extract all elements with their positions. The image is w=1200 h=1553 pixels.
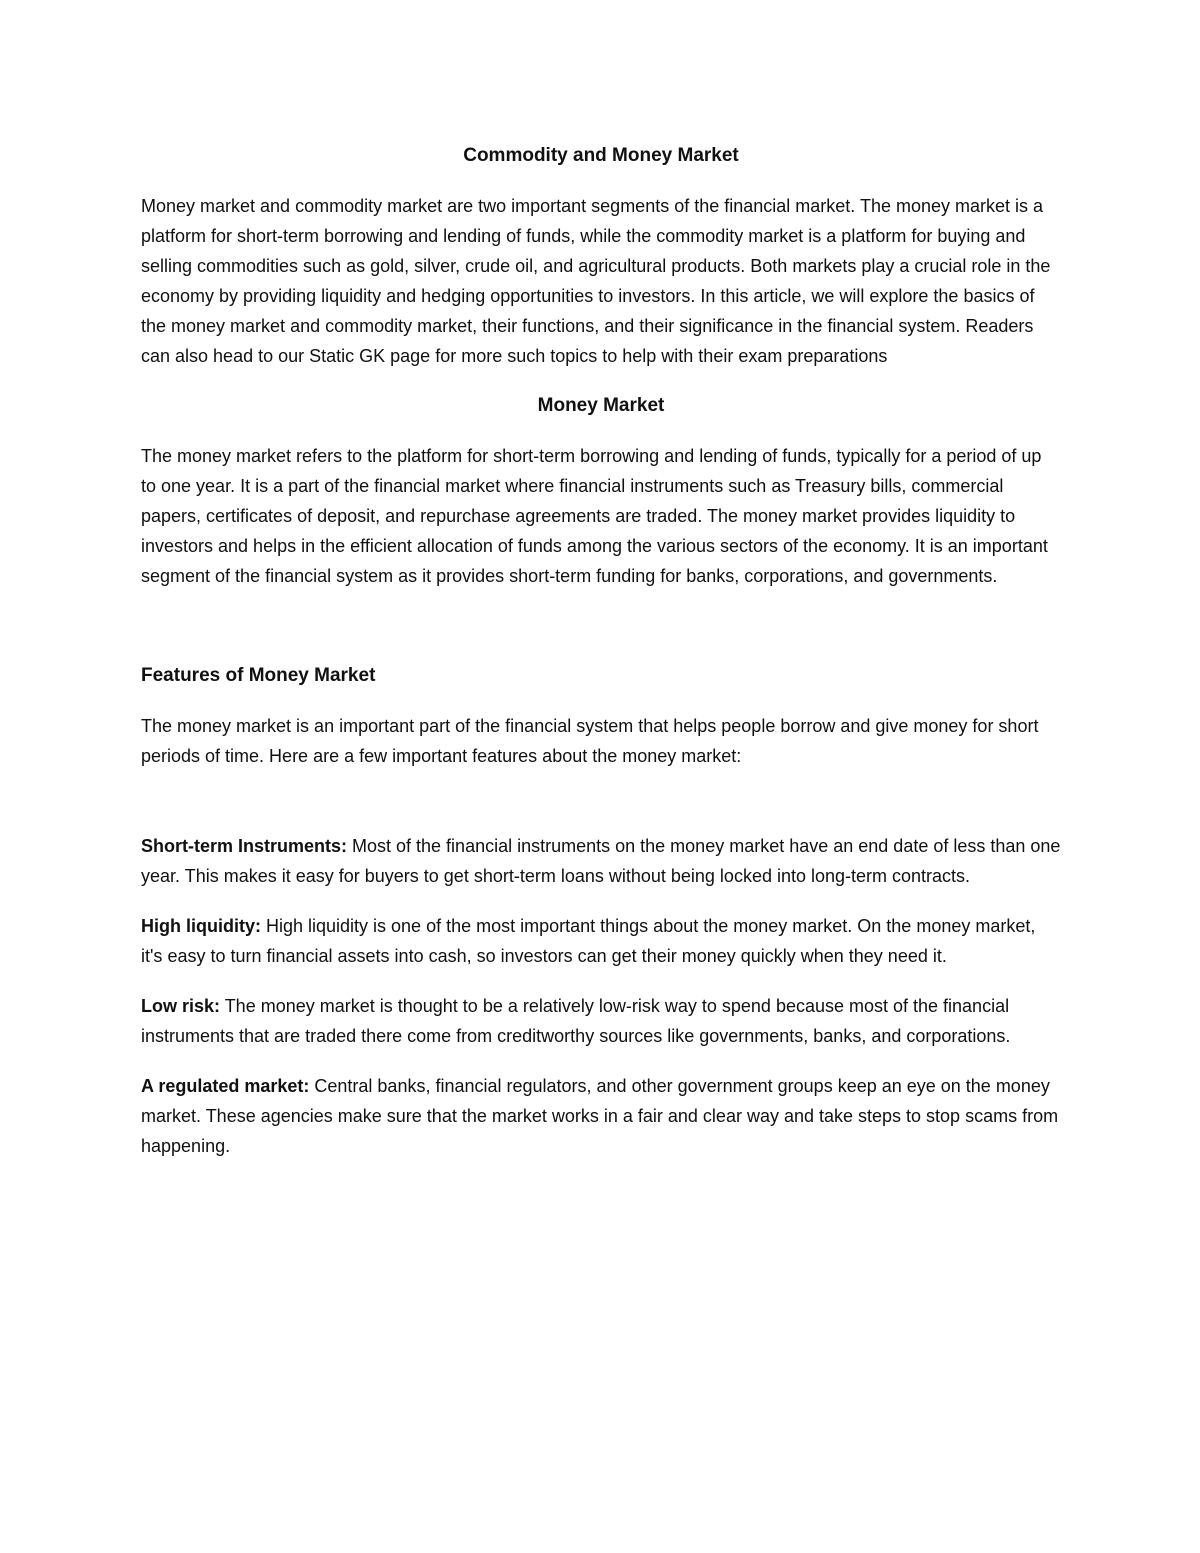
features-intro-paragraph: The money market is an important part of the financial system that helps people borrow and give money for short periods of time. Here are a few important features about the money market:: [141, 716, 1039, 766]
document-title: Commodity and Money Market: [463, 145, 739, 166]
feature-text: Central banks, financial regulators, and other government groups keep an eye on the money market. These agencies make sure that the market works in a fair and clear way and take steps to stop scams from happening.: [141, 1076, 1059, 1156]
feature-term: High liquidity:: [141, 916, 261, 936]
money-market-heading: Money Market: [537, 395, 665, 416]
spacer: [141, 791, 1061, 831]
intro-paragraph: Money market and commodity market are two important segments of the financial market. The money market is a platform for short-term borrowing and lending of funds, while the commodity market is a platform for buying and selling commodities such as gold, silver, crude oil, and agricultural products. Both markets play a crucial role in the economy by providing liquidity and hedging opportunities to investors. In this article, we will explore the basics of the money market and commodity market, their functions, and their significance in the financial system. Readers can also head to our Static GK page for more such topics to help with their exam preparations: [141, 196, 1051, 366]
feature-high-liquidity: [141, 911, 1061, 971]
feature-text: The money market is thought to be a relatively low-risk way to spend because most of the financial instruments that are traded there come from creditworthy sources like governments, banks, and corporations.: [141, 996, 1011, 1046]
feature-text: High liquidity is one of the most important things about the money market. On the money market, it's easy to turn financial assets into cash, so investors can get their money quickly when they need it.: [141, 916, 1036, 966]
feature-term: Low risk:: [141, 996, 221, 1016]
document-content: [141, 141, 1061, 1181]
money-market-paragraph: The money market refers to the platform for short-term borrowing and lending of funds, typically for a period of up to one year. It is a part of the financial market where financial instruments such as Treasury bills, commercial papers, certificates of deposit, and repurchase agreements are traded. The money market provides liquidity to investors and helps in the efficient allocation of funds among the various sectors of the economy. It is an important segment of the financial system as it provides short-term funding for banks, corporations, and governments.: [141, 446, 1048, 586]
feature-term: A regulated market:: [141, 1076, 310, 1096]
feature-text: Most of the financial instruments on the money market have an end date of less than one year. This makes it easy for buyers to get short-term loans without being locked into long-term contracts.: [141, 836, 1061, 886]
feature-regulated-market: [141, 1071, 1061, 1161]
features-heading: Features of Money Market: [141, 665, 376, 686]
feature-short-term-instruments: [141, 831, 1061, 891]
feature-term: Short-term Instruments:: [141, 836, 348, 856]
feature-low-risk: [141, 991, 1061, 1051]
spacer: [141, 611, 1061, 661]
